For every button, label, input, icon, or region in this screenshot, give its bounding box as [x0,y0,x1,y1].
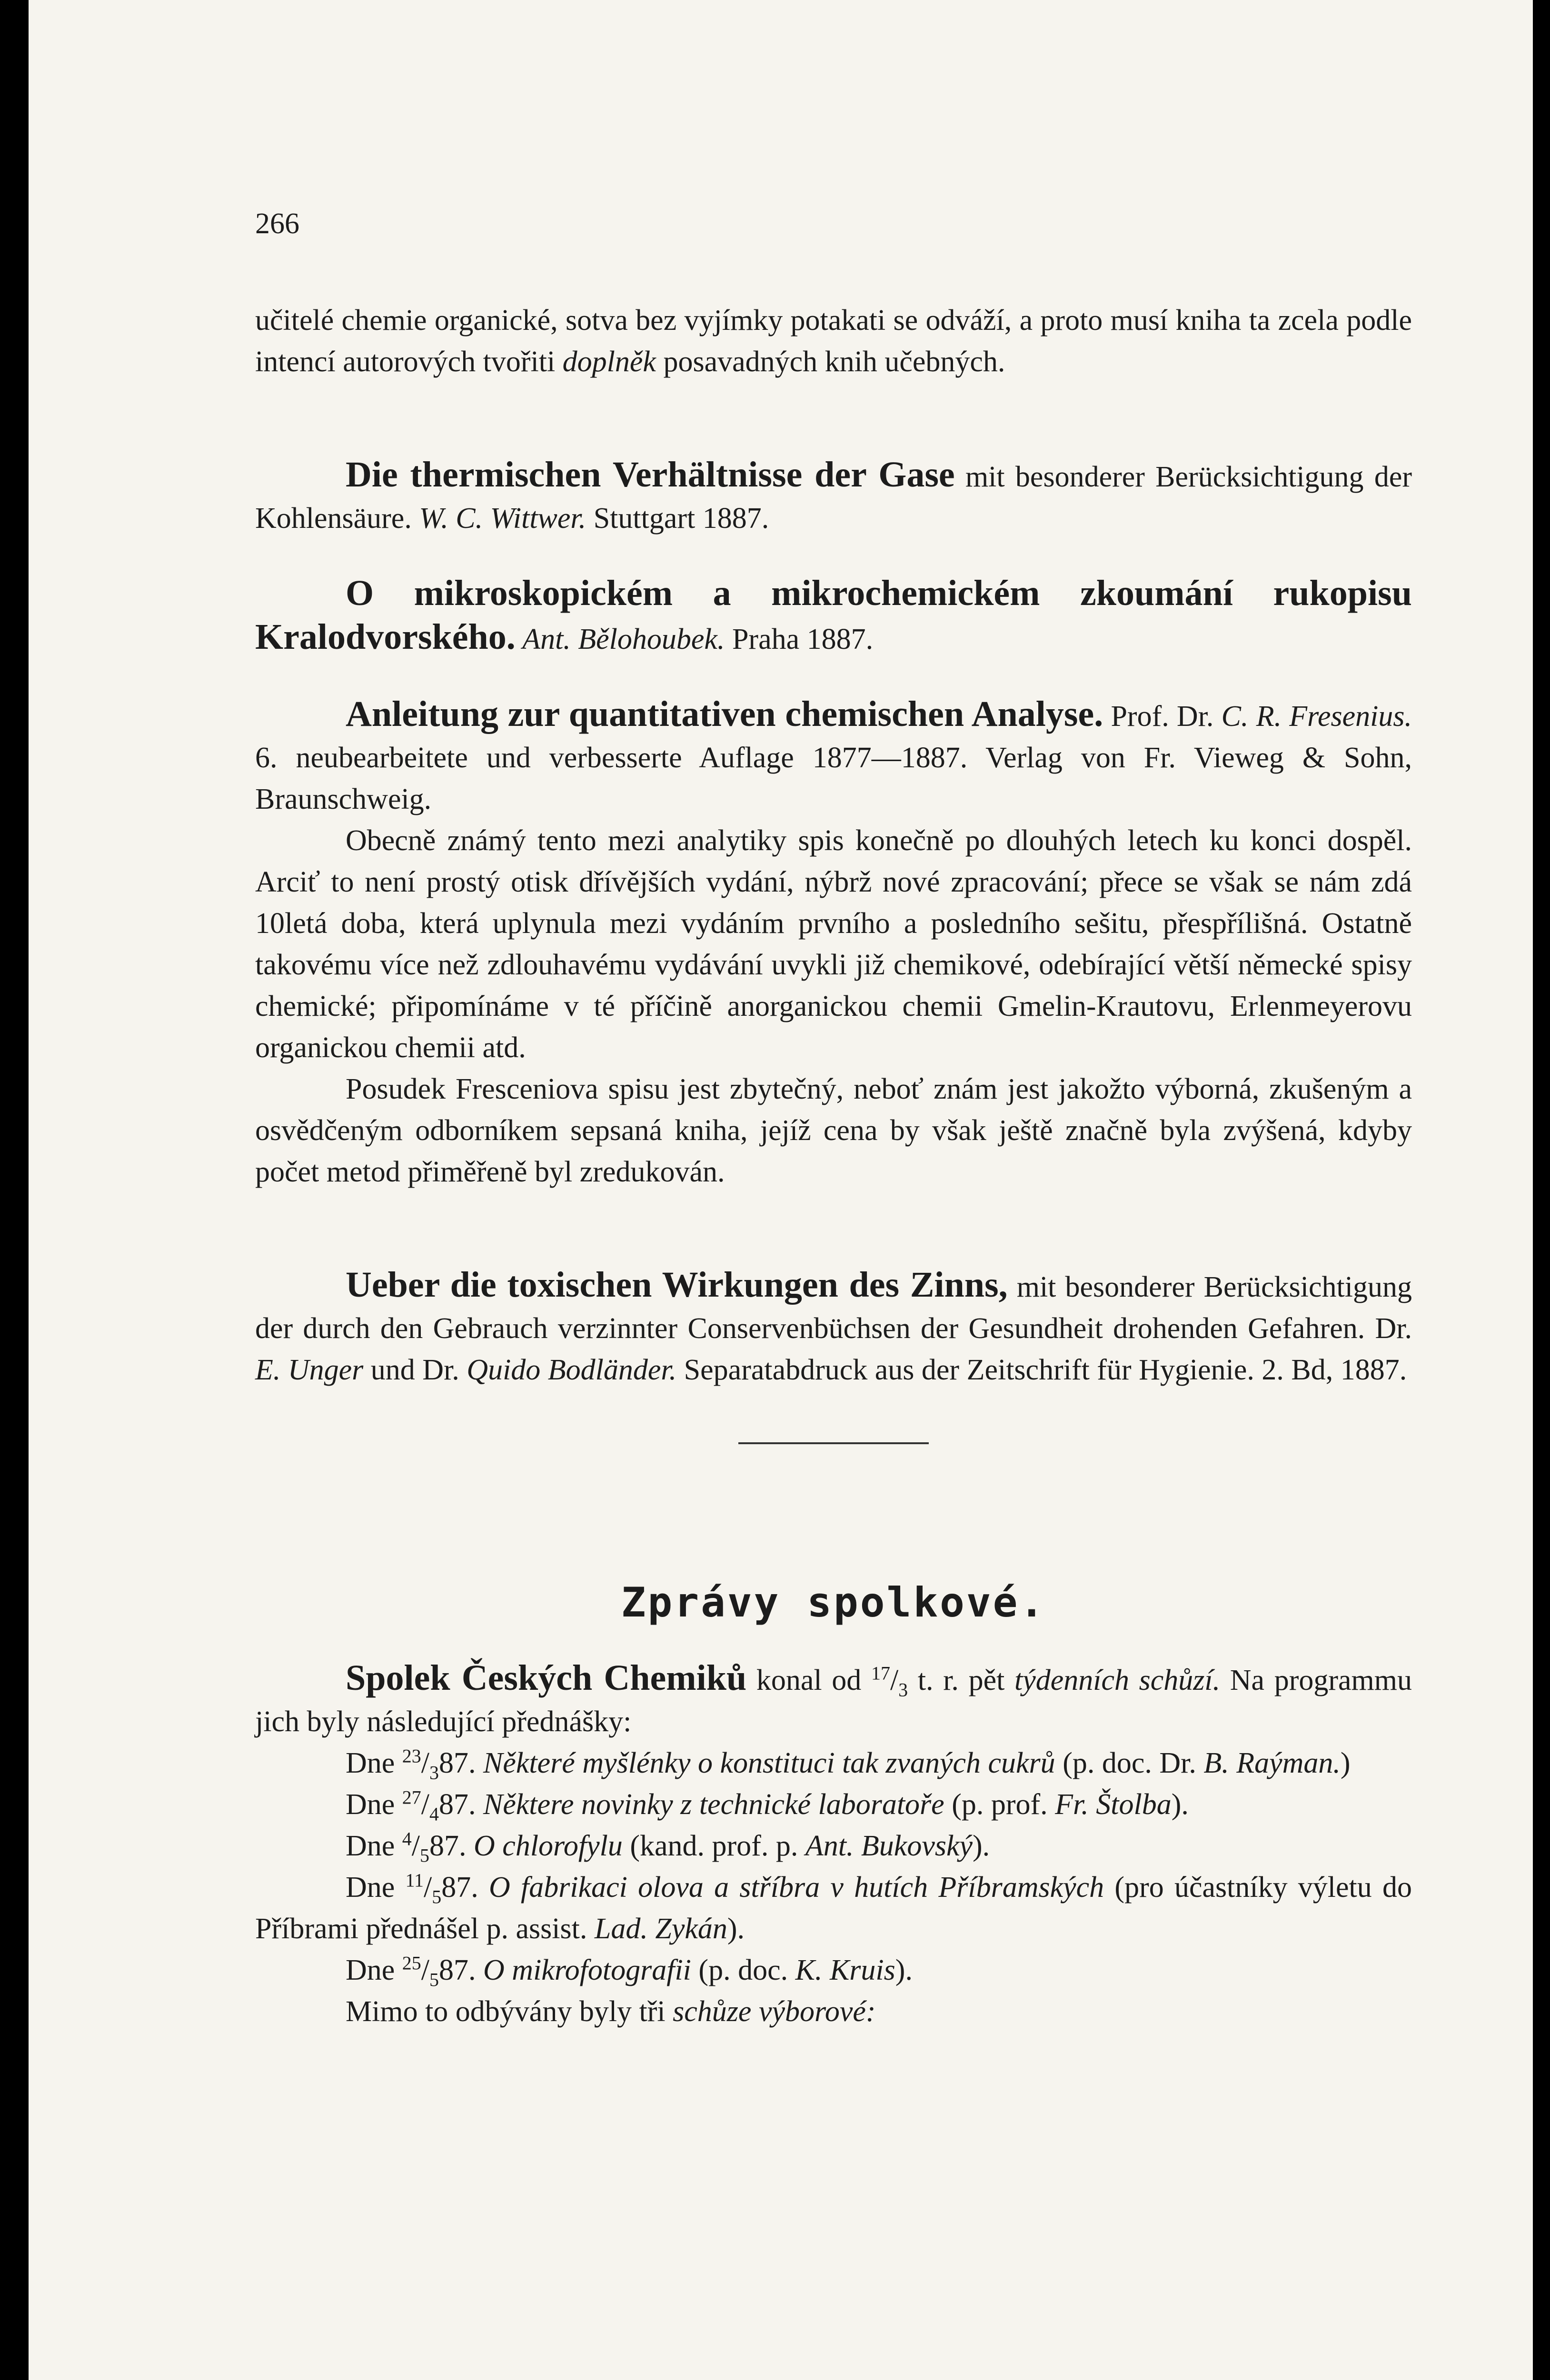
lecture-day: Dne [346,1954,402,1986]
society-text-2: t. r. pět [908,1664,1014,1696]
entry-2-author: Ant. Bělohoubek. [515,623,725,655]
lecture-date-num: 27 [402,1786,421,1808]
review-entry-1 [255,454,1412,539]
entry-3-author: C. R. Fresenius. [1221,700,1412,733]
society-text-3: Na programmu jich byly následující přednášky: [255,1664,1412,1738]
intro-text: učitelé chemie organické, sotva bez vyjímky potakati se odváží, a proto musí kniha ta zcela podle intencí autorových tvořiti [255,304,1412,378]
lecture-list [255,1743,1412,1991]
lecture-day: Dne [346,1788,402,1821]
lecture-info: (kand. prof. p. [622,1830,805,1862]
lecture-date-den: 5 [432,1886,442,1908]
entry-4-source: Separatabdruck aus der Zeitschrift für Hygienie. 2. Bd, 1887. [676,1354,1407,1386]
lecture-day: Dne [346,1871,406,1904]
lecture-date-num: 25 [402,1952,421,1974]
lecture-title: Některe novinky z technické laboratoře [483,1788,944,1821]
lecture-date-den: 4 [429,1803,439,1825]
entry-3-title: Anleitung zur quantitativen chemischen Analyse. [346,694,1103,734]
lecture-date-num: 4 [402,1828,412,1850]
intro-paragraph [255,300,1412,383]
lecture-end: ). [727,1913,745,1945]
review-entry-3 [255,694,1412,820]
page-number: 266 [255,208,299,240]
entry-1-title: Die thermischen Verhältnisse der Gase [346,455,955,495]
entry-4-author-1: E. Unger [255,1354,364,1386]
lecture-date-num: 23 [402,1745,421,1767]
lecture-end: ). [973,1830,990,1862]
lecture-year: 87. [429,1830,474,1862]
lecture-year: 87. [441,1871,489,1904]
lecture-end: ) [1340,1747,1351,1779]
entry-3-review-paragraph-1: Obecně známý tento mezi analytiky spis konečně po dlouhých letech ku konci dospěl. Arciť to není prostý otisk dřívějších vydání, nýbrž nové zpracování; přece se však se nám zdá 10letá doba, která uplynula mezi vydáním prvního a posledního sešitu, přespřílišná. Ostatně takovému více než zdlouhavému vydávání uvykli již chemikové, odebírající větší německé spisy chemické; připomínáme v té příčině anorganickou chemii Gmelin-Krautovu, Erlenmeyerovu organickou chemii atd. [255,824,1412,1064]
lecture-item: Dne $^{11}/_587$. O fabrikaci olova a stříbra v hutích Příbramských (pro účastníky výletu do Příbrami přednášel p. assist. Lad. Zykán). [255,1869,1412,1945]
lecture-lecturer: Fr. Štolba [1055,1788,1172,1821]
entry-1-author: W. C. Wittwer. [419,502,586,535]
lecture-date-den: 5 [420,1844,430,1866]
page-content [255,205,1412,2033]
society-date-num: 17 [871,1662,890,1684]
lecture-year: 87. [439,1747,484,1779]
entry-4-text-2: und Dr. [363,1354,467,1386]
entry-3-text: Prof. Dr. [1103,700,1222,733]
closing-text: Mimo to odbývány byly tři [346,1995,673,2028]
section-title: Zprávy spolkové. [621,1579,1046,1626]
intro-italic: doplněk [562,346,656,378]
lecture-end: ). [1171,1788,1189,1821]
entry-1-text: mit besonderer Berücksichtigung der Kohlensäure. [255,461,1412,535]
lecture-lecturer: B. Raýman. [1203,1747,1341,1779]
society-text-1: konal od [746,1664,871,1696]
lecture-title: Některé myšlénky o konstituci tak zvaných cukrů [483,1747,1055,1779]
page [29,0,1533,2380]
lecture-info: (p. doc. Dr. [1055,1747,1204,1779]
lecture-lecturer: Lad. Zykán [594,1913,727,1945]
lecture-lecturer: Ant. Bukovský [805,1830,973,1862]
society-name: Spolek Českých Chemiků [346,1658,747,1698]
entry-4-author-2: Quido Bodländer. [467,1354,677,1386]
entry-3-publisher: 6. neubearbeitete und verbesserte Auflage 1877—1887. Verlag von Fr. Vieweg & Sohn, Braunschweig. [255,742,1412,815]
lecture-date-num: 11 [405,1869,424,1891]
lecture-info: (pro účastníky výletu do Příbrami přednášel p. assist. [255,1871,1412,1945]
lecture-item: Dne $^4/_587$. O chlorofylu (kand. prof. p. Ant. Bukovský). [346,1828,990,1866]
lecture-item: Dne $^{23}/_387$. Některé myšlénky o konstituci tak zvaných cukrů (p. doc. Dr. B. Raýman.) [346,1745,1351,1784]
society-italic: týdenních schůzí. [1014,1664,1221,1696]
divider-line [738,1442,929,1444]
closing-italic: schůze výborové: [673,1995,876,2028]
lecture-year: 87. [439,1954,484,1986]
entry-2-place: Praha 1887. [725,623,874,655]
lecture-title: O mikrofotografii [483,1954,691,1986]
society-paragraph: Spolek Českých Chemiků konal od $^{17}/_3$ t. r. pět týdenních schůzí. Na programmu jich byly následující přednášky: [255,1658,1412,1738]
review-entry-2 [255,573,1412,660]
entry-1-place: Stuttgart 1887. [586,502,769,535]
review-entry-4 [255,1264,1412,1391]
society-date-den: 3 [898,1679,908,1701]
lecture-lecturer: K. Kruis [795,1954,895,1986]
lecture-info: (p. doc. [691,1954,795,1986]
lecture-item: Dne $^{27}/_487$. Některe novinky z technické laboratoře (p. prof. Fr. Štolba). [346,1786,1189,1825]
lecture-title: O fabrikaci olova a stříbra v hutích Příbramských [489,1871,1104,1904]
entry-2-title: O mikroskopickém a mikrochemickém zkoumání rukopisu Kralodvorského. [255,573,1412,657]
lecture-date-den: 3 [429,1762,439,1784]
lecture-day: Dne [346,1830,402,1862]
intro-text-end: posavadných knih učebných. [656,346,1005,378]
lecture-date-den: 5 [429,1969,439,1991]
closing-line [255,1991,1412,2033]
lecture-info: (p. prof. [944,1788,1055,1821]
lecture-end: ). [895,1954,913,1986]
lecture-day: Dne [346,1747,402,1779]
entry-3-review-paragraph-2: Posudek Fresceniova spisu jest zbytečný, neboť znám jest jakožto výborná, zkušeným a osvědčeným odborníkem sepsaná kniha, jejíž cena by však ještě značně byla zvýšená, kdyby počet metod přiměřeně byl zredukován. [255,1073,1412,1188]
lecture-year: 87. [439,1788,484,1821]
section-divider [255,1429,1412,1458]
lecture-item: Dne $^{25}/_587$. O mikrofotografii (p. doc. K. Kruis). [346,1952,913,1991]
entry-4-text: mit besonderer Berücksichtigung der durch den Gebrauch verzinnter Conservenbüchsen der Gesundheit drohenden Gefahren. Dr. [255,1271,1412,1345]
lecture-title: O chlorofylu [474,1830,623,1862]
entry-4-title: Ueber die toxischen Wirkungen des Zinns, [346,1265,1008,1305]
